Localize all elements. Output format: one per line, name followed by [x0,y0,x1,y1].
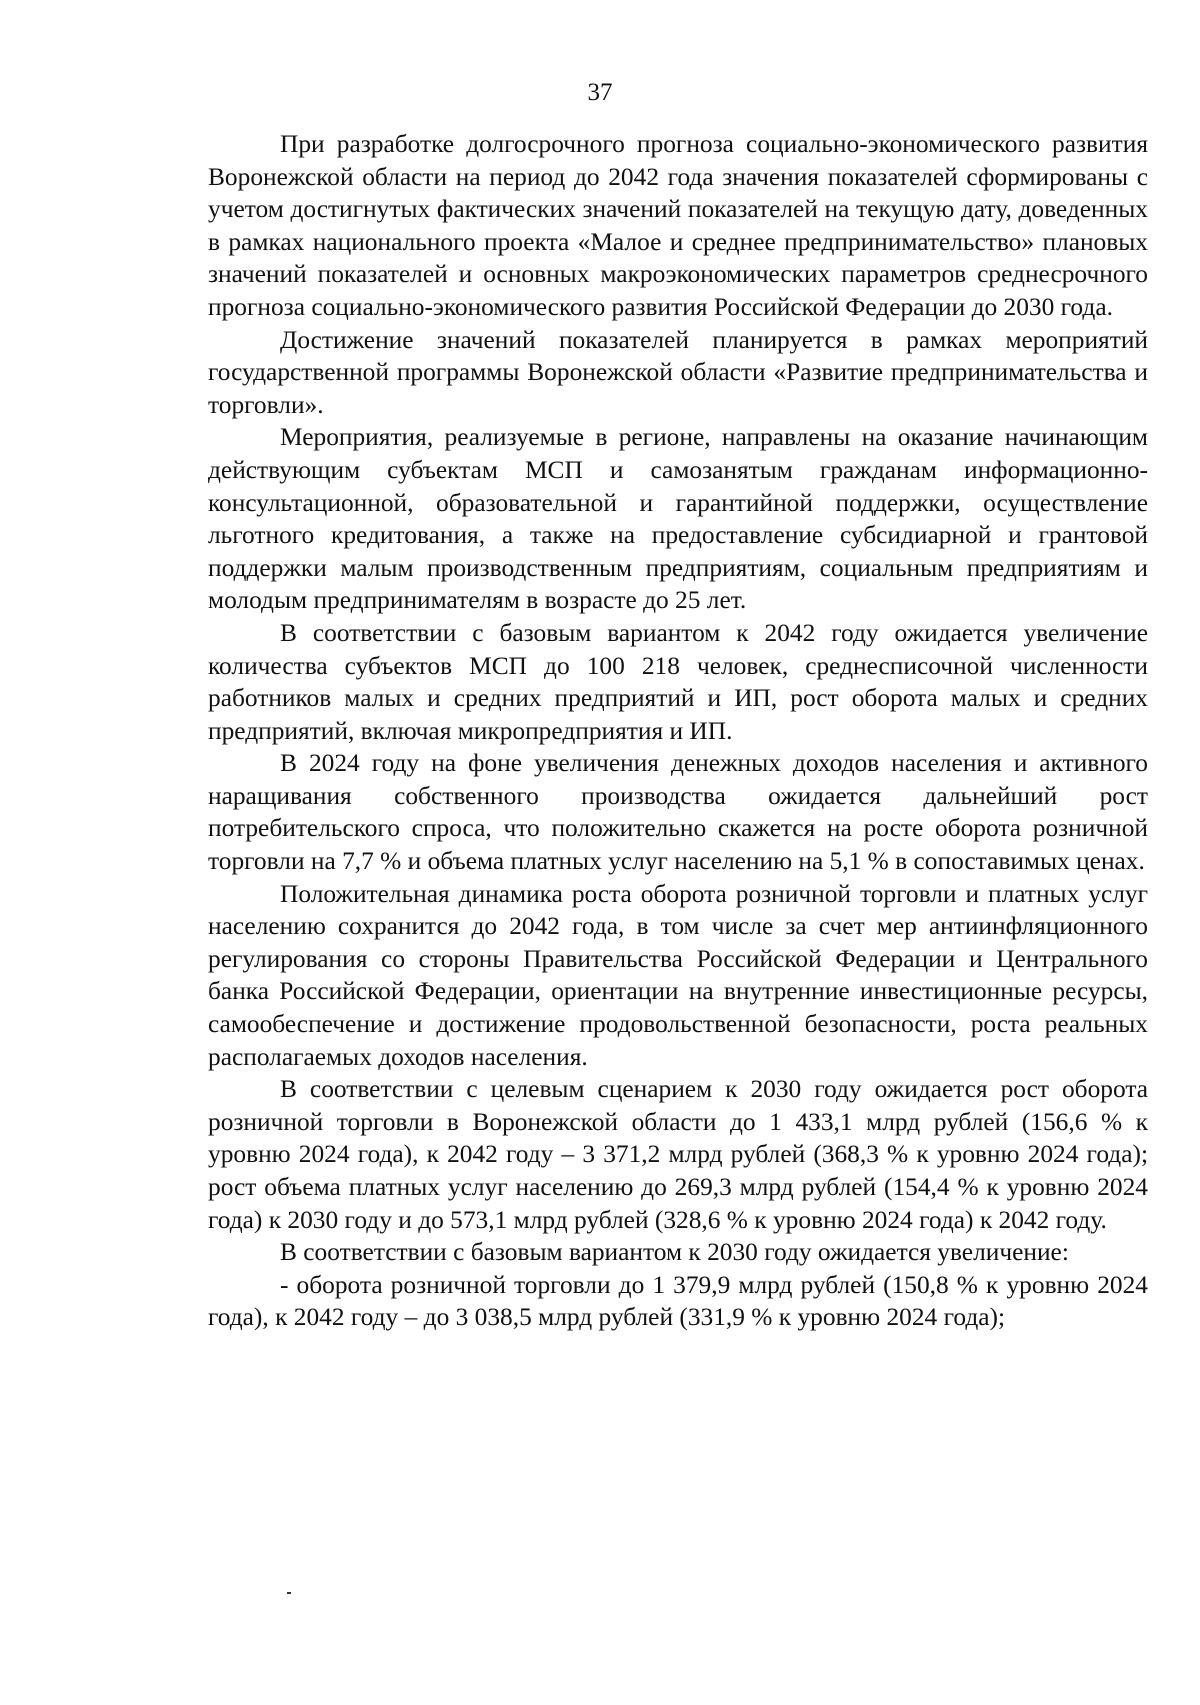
paragraph: Достижение значений показателей планируется в рамках мероприятий государственной программы Воронежской области «Развитие предпринимательства и торговли». [208,325,1148,419]
document-body [208,128,1148,1334]
paragraph: Положительная динамика роста оборота розничной торговли и платных услуг населению сохранится до 2042 года, в том числе за счет мер антиинфляционного регулирования со стороны Правительства Российской Федерации и Центрального банка Российской Федерации, ориентации на внутренние инвестиционные ресурсы, самообеспечение и достижение продовольственной безопасности, роста реальных располагаемых доходов населения. [208,879,1148,1071]
paragraph: Мероприятия, реализуемые в регионе, направлены на оказание начинающим действующим субъектам МСП и самозанятым гражданам информационно-консультационной, образовательной и гарантийной поддержки, осуществление льготного кредитования, а также на предоставление субсидиарной и грантовой поддержки малым производственным предприятиям, социальным предприятиям и молодым предпринимателям в возрасте до 25 лет. [208,423,1148,615]
paragraph: В соответствии с базовым вариантом к 2042 году ожидается увеличение количества субъектов МСП до 100 218 человек, среднесписочной численности работников малых и средних предприятий и ИП, рост оборота малых и средних предприятий, включая микропредприятия и ИП. [208,618,1148,745]
page-number: 37 [587,79,613,106]
scan-speck [287,1592,291,1594]
paragraph: В соответствии с целевым сценарием к 2030 году ожидается рост оборота розничной торговли в Воронежской области до 1 433,1 млрд рублей (156,6 % к уровню 2024 года), к 2042 году – 3 371,2 млрд рублей (368,3 % к уровню 2024 года); рост объема платных услуг населению до 269,3 млрд рублей (154,4 % к уровню 2024 года) к 2030 году и до 573,1 млрд рублей (328,6 % к уровню 2024 года) к 2042 году. [208,1075,1148,1234]
paragraph: При разработке долгосрочного прогноза социально-экономического развития Воронежской области на период до 2042 года значения показателей сформированы с учетом достигнутых фактических значений показателей на текущую дату, доведенных в рамках национального проекта «Малое и среднее предпринимательство» плановых значений показателей и основных макроэкономических параметров среднесрочного прогноза социально-экономического развития Российской Федерации до 2030 года. [208,130,1148,321]
paragraph: В соответствии с базовым вариантом к 2030 году ожидается увеличение: [280,1238,1069,1267]
paragraph: - оборота розничной торговли до 1 379,9 млрд рублей (150,8 % к уровню 2024 года), к 2042 году – до 3 038,5 млрд рублей (331,9 % к уровню 2024 года); [208,1270,1148,1332]
paragraph: В 2024 году на фоне увеличения денежных доходов населения и активного наращивания собственного производства ожидается дальнейший рост потребительского спроса, что положительно скажется на росте оборота розничной торговли на 7,7 % и объема платных услуг населению на 5,1 % в сопоставимых ценах. [208,749,1148,876]
